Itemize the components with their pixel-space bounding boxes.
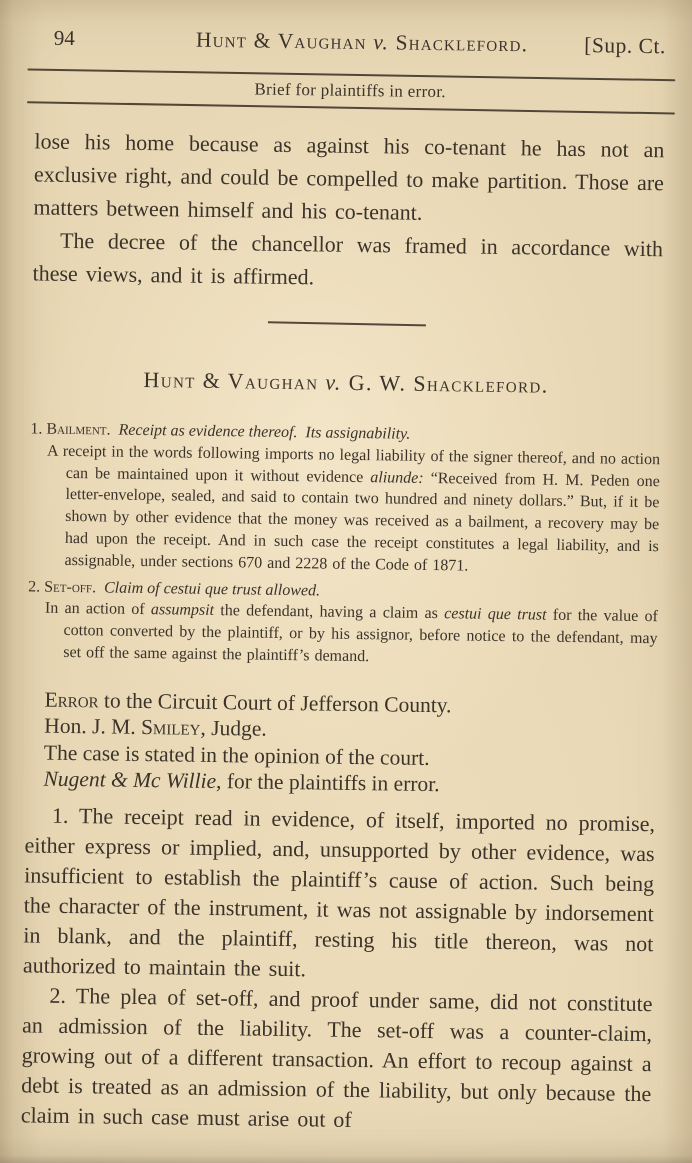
proceedings <box>25 686 656 801</box>
case-statement-line: The case is stated in the opinion of the court. <box>43 740 430 770</box>
argument-paragraph-1: 1. The receipt read in evidence, of itself, imported no promise, either express or implied, and, unsupported by other evidence, was insufficient to establish the plaintiff’s cause of action. Such being the character of the instrument, it was not assignable by indorsement in blank, and the plaintiff, resting his title thereon, was not authorized to maintain the suit. <box>22 802 656 982</box>
headnote-1-text: A receipt in the words following imports no legal liability of the signer thereof, and no action can be maintained upon it without evidence aliunde: “Received from H. M. Peden one letter-envelope, sealed, and said to contain two hundred and ninety dollars.” But, if it be shown by other evidence that the money was received as a bailment, a recovery may be had upon the receipt. And in such case the receipt constitutes a legal liability, and is assignable, under sections 670 and 2228 of the Code of 1871. <box>47 442 661 575</box>
headnote-2-heading: 2. Set-off. Claim of cestui que trust allowed. <box>28 577 321 600</box>
court-term-label: [Sup. Ct. <box>584 33 666 59</box>
argument-paragraph-2: 2. The plea of set-off, and proof under same, did not constitute an admission of the liability. The set-off was a counter-claim, growing out of a different transaction. An effort to recoup against a debt is treated as an admission of the liability, but only because the claim in such case must arise out of <box>20 982 653 1132</box>
page-number: 94 <box>53 25 76 50</box>
opinion-continuation-paragraph: lose his home because as against his co-tenant he has not an exclusive right, and could be compelled to make partition. Those are matters between himself and his co-tenant. <box>33 128 665 225</box>
page-content <box>21 0 667 1139</box>
case-separator-rule <box>268 321 426 326</box>
counsel-line: Nugent & Mc Willie, for the plaintiffs in error. <box>43 766 440 797</box>
running-header <box>36 0 667 59</box>
opinion-decree-paragraph: The decree of the chancellor was framed in accordance with these views, and it is affirmed. <box>32 227 664 290</box>
judge-line: Hon. J. M. Smiley, Judge. <box>44 713 267 741</box>
headnote-2 <box>27 576 658 672</box>
case-title: Hunt & Vaughan v. G. W. Shackleford. <box>143 366 549 398</box>
headnote-1 <box>28 418 660 579</box>
error-to-court-line: Error to the Circuit Court of Jefferson County. <box>44 687 452 718</box>
headnotes <box>27 418 660 672</box>
headnote-2-text: In an action of assumpsit the defendant, having a claim as cestui que trust for the value of cotton converted by the plaintiff, or by his assignor, before notice to the defendant, may set off the same against the plaintiff’s demand. <box>44 599 658 666</box>
headnote-1-heading: 1. Bailment. Receipt as evidence thereof. Its assignability. <box>30 420 411 443</box>
section-label: Brief for plaintiffs in error. <box>254 79 446 102</box>
running-title: Hunt & Vaughan v. Shackleford. <box>195 27 529 57</box>
